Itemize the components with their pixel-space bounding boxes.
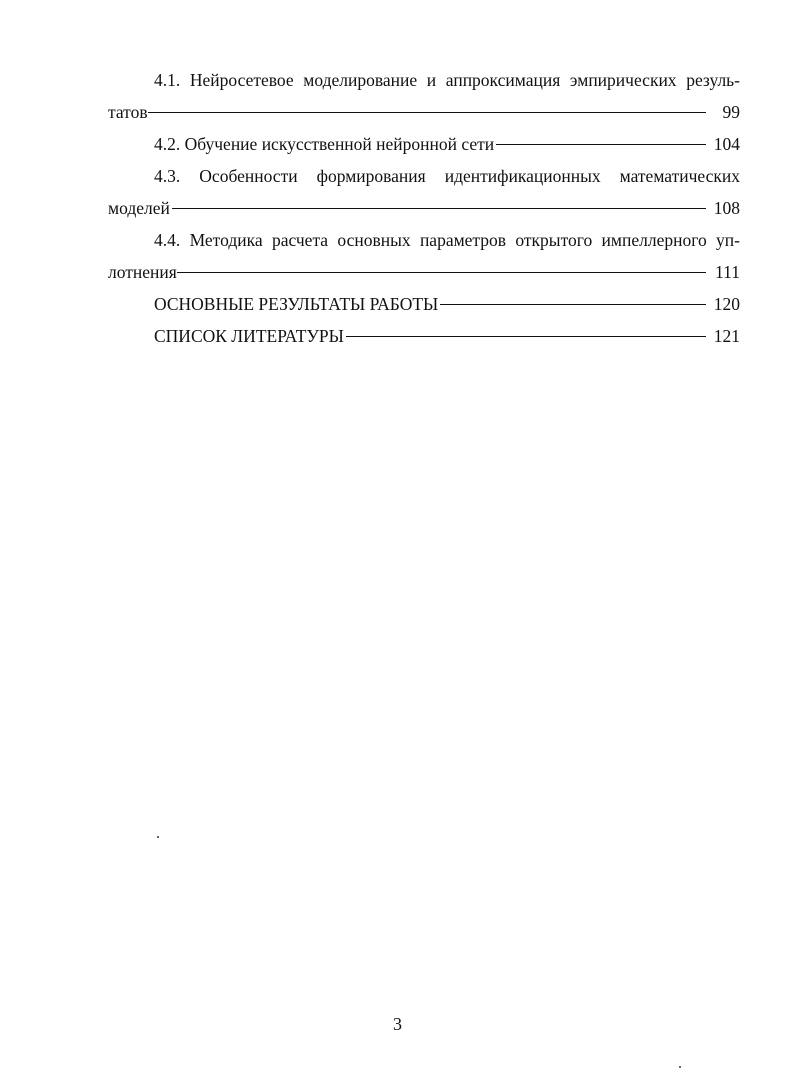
- toc-entry-4-2-page: 104: [713, 134, 740, 154]
- toc-entry-4-1-line1: 4.1. Нейросетевое моделирование и аппроксимация эмпирических резуль-: [154, 70, 740, 90]
- toc-leader-line: [496, 144, 706, 145]
- toc-entry-4-4-line2: [108, 256, 740, 288]
- table-of-contents: [108, 64, 740, 352]
- toc-entry-4-3-continuation: моделей: [108, 198, 170, 218]
- toc-entry-4-1-page: 99: [722, 102, 740, 122]
- toc-entry-4-2: [108, 128, 740, 160]
- toc-leader-line: [346, 336, 706, 337]
- toc-entry-references-page: 121: [713, 326, 740, 346]
- scan-speck: [679, 1066, 681, 1068]
- toc-entry-4-1-line2: [108, 96, 740, 128]
- toc-entry-4-3-line1: 4.3. Особенности формирования идентификационных математических: [154, 166, 740, 186]
- toc-entry-main-results: [108, 288, 740, 320]
- toc-entry-main-results-title: ОСНОВНЫЕ РЕЗУЛЬТАТЫ РАБОТЫ: [154, 294, 439, 314]
- toc-entry-references-title: СПИСОК ЛИТЕРАТУРЫ: [154, 326, 344, 346]
- toc-entry-4-2-title: 4.2. Обучение искусственной нейронной сети: [154, 134, 495, 154]
- toc-leader-line: [148, 112, 706, 113]
- toc-entry-4-4-page: 111: [715, 262, 740, 282]
- toc-entry-4-4-line1: 4.4. Методика расчета основных параметров открытого импеллерного уп-: [154, 230, 740, 250]
- toc-entry-4-1-continuation: татов: [108, 102, 148, 122]
- scan-speck: [157, 836, 159, 838]
- toc-entry-main-results-page: 120: [713, 294, 740, 314]
- toc-leader-line: [177, 272, 706, 273]
- toc-entry-4-3-line2: [108, 192, 740, 224]
- toc-entry-references: [108, 320, 740, 352]
- toc-leader-line: [172, 208, 706, 209]
- toc-entry-4-3-page: 108: [713, 198, 740, 218]
- page-number: 3: [393, 1014, 402, 1034]
- toc-leader-line: [440, 304, 706, 305]
- toc-entry-4-4-continuation: лотнения: [108, 262, 177, 282]
